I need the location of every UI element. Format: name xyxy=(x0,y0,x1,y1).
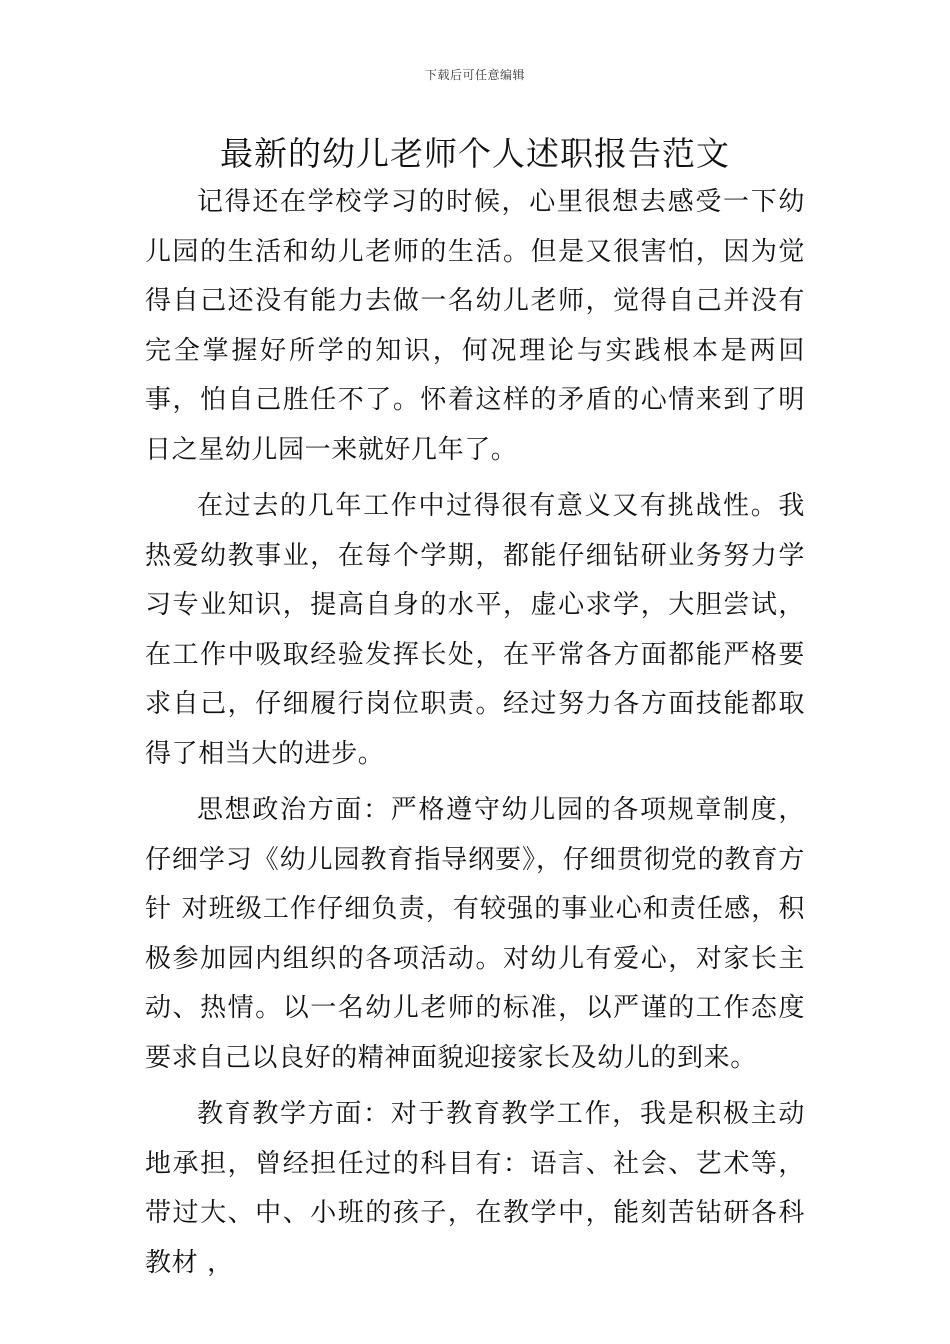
document-title: 最新的幼儿老师个人述职报告范文 xyxy=(220,134,730,173)
paragraph-teaching: 教育教学方面：对于教育教学工作，我是积极主动地承担，曾经担任过的科目有：语言、社会、艺术等，带过大、中、小班的孩子，在教学中，能刻苦钻研各科教材 ， xyxy=(145,1099,805,1278)
paragraph-work-overview: 在过去的几年工作中过得很有意义又有挑战性。我热爱幼教事业，在每个学期，都能仔细钻研业务努力学习专业知识，提高自身的水平，虚心求学，大胆尝试，在工作中吸取经验发挥长处，在平常各方面都能严格要求自己，仔细履行岗位职责。经过努力各方面技能都取得了相当大的进步。 xyxy=(145,491,805,769)
document-body xyxy=(145,178,805,1295)
header-note: 下载后可任意编辑 xyxy=(424,68,525,82)
paragraph-intro: 记得还在学校学习的时候，心里很想去感受一下幼儿园的生活和幼儿老师的生活。但是又很害怕，因为觉得自己还没有能力去做一名幼儿老师，觉得自己并没有完全掌握好所学的知识，何况理论与实践根本是两回事，怕自己胜任不了。怀着这样的矛盾的心情来到了明日之星幼儿园一来就好几年了。 xyxy=(145,187,805,465)
paragraph-political: 思想政治方面：严格遵守幼儿园的各项规章制度，仔细学习《幼儿园教育指导纲要》，仔细贯彻党的教育方针 对班级工作仔细负责，有较强的事业心和责任感，积极参加园内组织的各项活动。对幼儿有爱心，对家长主动、热情。以一名幼儿老师的标准，以严谨的工作态度要求自己以良好的精神面貌迎接家长及幼儿的到来。 xyxy=(145,795,805,1073)
